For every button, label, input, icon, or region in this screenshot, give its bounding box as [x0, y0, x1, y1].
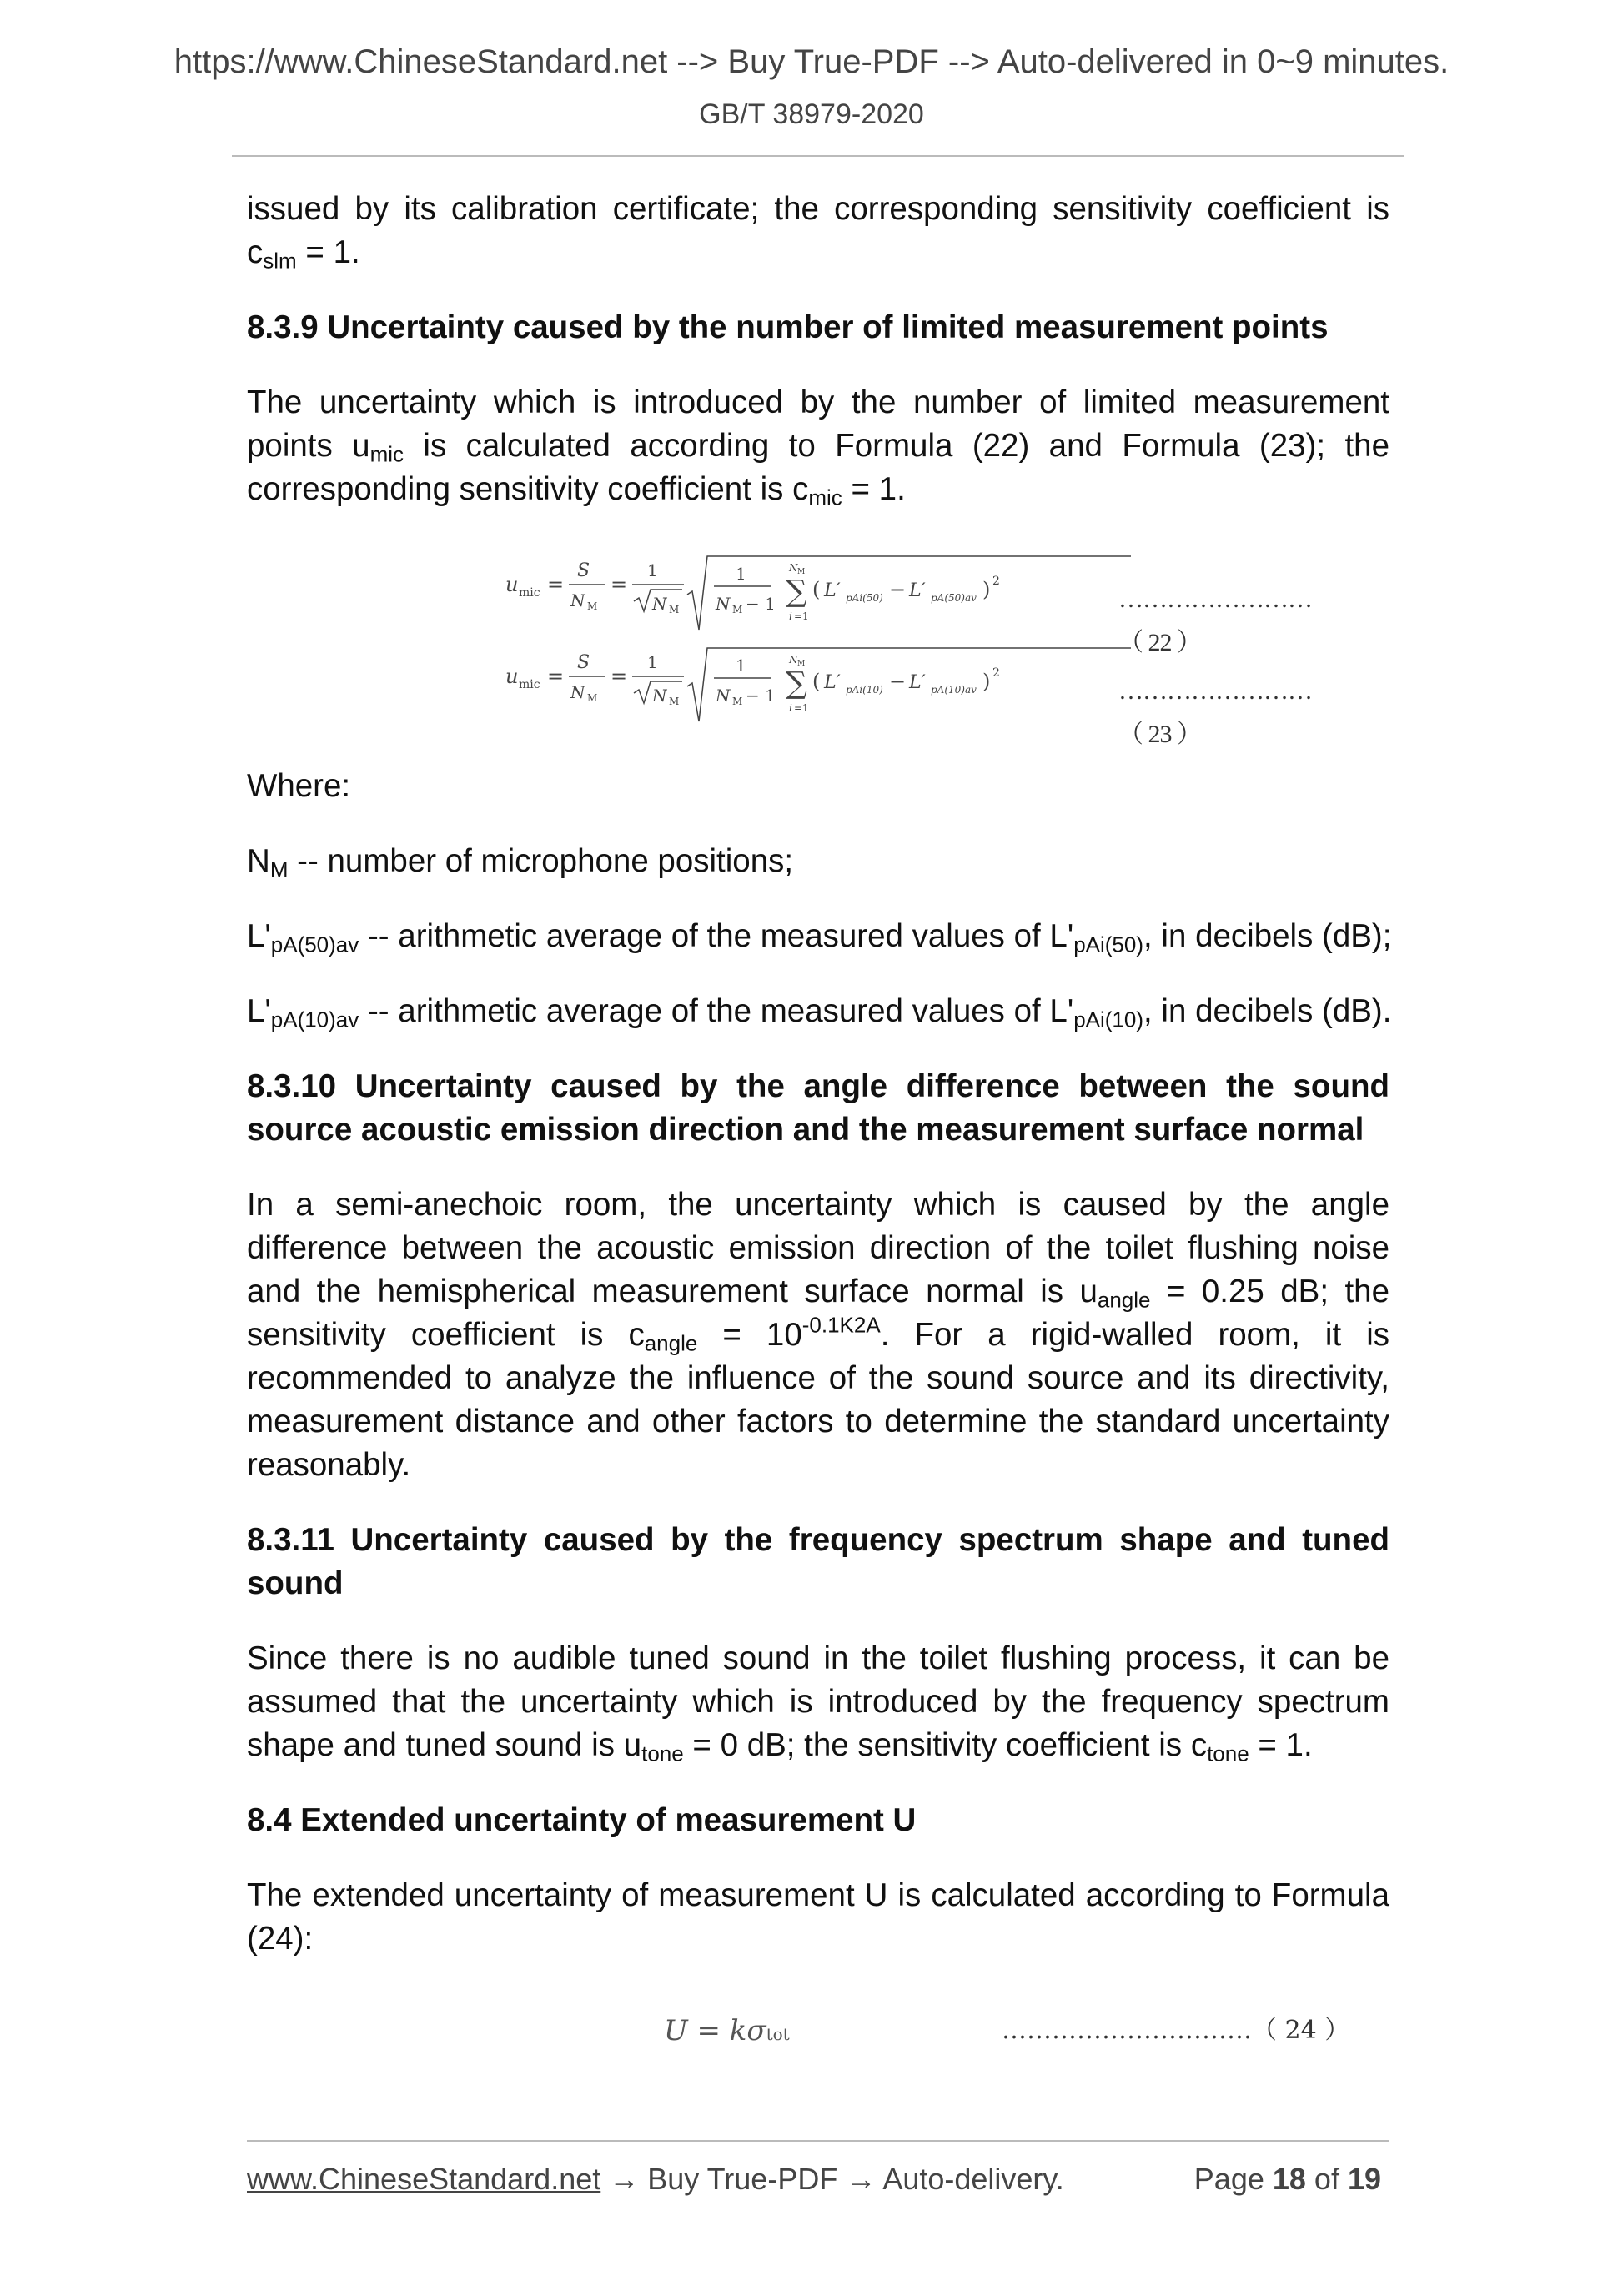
section-heading-8-3-9: 8.3.9 Uncertainty caused by the number of limited measurement points	[247, 309, 1329, 345]
svg-text:N: N	[789, 654, 798, 666]
svg-text:N: N	[652, 594, 667, 614]
svg-text:1: 1	[647, 652, 658, 672]
svg-text:N: N	[716, 594, 731, 614]
intro-paragraph: issued by its calibration certificate; the corresponding sensitivity coefficient is $c_{slm} = 1$.	[247, 191, 1389, 274]
svg-text:1: 1	[647, 560, 658, 580]
svg-text:N: N	[716, 686, 731, 706]
svg-text:−: −	[889, 670, 907, 693]
formula-23	[497, 643, 1131, 726]
svg-text:(: (	[812, 578, 821, 601]
svg-text:L′: L′	[909, 580, 926, 601]
where-label: Where:	[247, 768, 351, 804]
formula-22-leader: ……………………（ 22 ）	[1118, 585, 1312, 656]
footer-divider	[247, 2140, 1389, 2142]
page-indicator: Page 18 of 19	[1193, 2162, 1381, 2196]
svg-text:): )	[982, 670, 991, 693]
footer-site-link[interactable]: www.ChineseStandard.net	[247, 2162, 601, 2196]
section-heading-8-3-10: 8.3.10 Uncertainty caused by the angle difference between the sound source acoustic emission direction and the measurement surface normal	[247, 1068, 1389, 1148]
svg-text:− 1: − 1	[746, 594, 776, 614]
header-divider	[232, 155, 1404, 157]
svg-text:L′: L′	[909, 672, 926, 693]
formula-22-23-image	[247, 543, 1389, 748]
formula-22	[497, 551, 1131, 635]
footer-promo: www.ChineseStandard.net → Buy True-PDF → Auto-delivery.	[247, 2162, 1064, 2196]
paragraph-8-4: The extended uncertainty of measurement U is calculated according to Formula (24):	[247, 1877, 1389, 1957]
svg-text:=: =	[547, 573, 565, 596]
svg-text:L′: L′	[824, 580, 841, 601]
paragraph-8-3-9: The uncertainty which is introduced by the number of limited measurement points $u_{mic}$ is calculated according to Formula (22) and Formula (23); the corresponding sensitivity coefficient is $c_{mic} = 1$.	[247, 384, 1389, 510]
svg-text:M: M	[797, 660, 806, 668]
svg-text:pAi(50): pAi(50)	[846, 592, 883, 604]
paragraph-8-3-10: In a semi-anechoic room, the uncertainty which is caused by the angle difference between the acoustic emission direction of the toilet flushing noise and the hemispherical measurement surface normal is $u_{angle} = 0.25$ dB; the sensitivity coefficient is $c_{angle} = 10^{-0.1K2A}$. For a rigid-walled room, it is recommended to analyze the influence of the sound source and its directivity, measurement distance and other factors to determine the standard uncertainty reasonably.	[247, 1187, 1390, 1483]
svg-text:=1: =1	[794, 702, 809, 714]
svg-text:N: N	[652, 686, 667, 706]
svg-text:M: M	[797, 568, 806, 576]
svg-text:mic: mic	[519, 586, 540, 600]
formula-24-expression: U = kσtot	[664, 2014, 790, 2047]
formula-24-leader: …………………………（ 24 ）	[1002, 2016, 1350, 2045]
svg-text:): )	[982, 578, 991, 601]
svg-text:i: i	[789, 610, 792, 622]
svg-text:(: (	[812, 670, 821, 693]
svg-text:u: u	[505, 573, 519, 596]
standard-code: GB/T 38979-2020	[699, 98, 924, 130]
svg-text:mic: mic	[519, 678, 540, 691]
svg-text:M: M	[587, 600, 598, 612]
svg-text:1: 1	[736, 564, 746, 584]
svg-text:S: S	[577, 560, 590, 581]
svg-text:− 1: − 1	[746, 686, 776, 706]
svg-text:=1: =1	[794, 610, 809, 622]
svg-text:N: N	[570, 590, 585, 610]
total-pages: 19	[1347, 2162, 1381, 2196]
svg-text:=: =	[547, 665, 565, 688]
svg-text:pA(10)av: pA(10)av	[931, 684, 977, 696]
svg-text:∑: ∑	[786, 575, 807, 609]
svg-text:=: =	[611, 665, 628, 688]
svg-text:M: M	[732, 604, 743, 615]
svg-text:u: u	[505, 665, 519, 688]
header-banner[interactable]: https://www.ChineseStandard.net --> Buy True-PDF --> Auto-delivered in 0~9 minutes.	[173, 43, 1450, 80]
svg-text:N: N	[789, 562, 798, 574]
definition-lpa50: $L'_{pA(50)av}$ -- arithmetic average of the measured values of $L'_{pAi(50)}$, in decibels (dB);	[247, 918, 1392, 957]
svg-text:M: M	[669, 604, 680, 615]
paragraph-8-3-11: Since there is no audible tuned sound in the toilet flushing process, it can be assumed that the uncertainty which is introduced by the frequency spectrum shape and tuned sound is $u_{tone} = 0$ dB; the sensitivity coefficient is $c_{tone} = 1$.	[247, 1640, 1389, 1766]
current-page: 18	[1272, 2162, 1306, 2196]
svg-text:L′: L′	[824, 672, 841, 693]
svg-text:M: M	[732, 696, 743, 707]
document-body	[247, 188, 1392, 2084]
svg-text:2: 2	[992, 666, 1000, 680]
formula-24	[247, 1984, 1389, 2084]
definition-lpa10: $L'_{pA(10)av}$ -- arithmetic average of the measured values of $L'_{pAi(10)}$, in decibels (dB).	[247, 993, 1392, 1032]
svg-text:N: N	[570, 682, 585, 702]
svg-text:1: 1	[736, 656, 746, 676]
section-heading-8-4: 8.4 Extended uncertainty of measurement U	[247, 1802, 917, 1838]
definition-nm: $N_M$ -- number of microphone positions;	[247, 843, 794, 882]
svg-text:S: S	[577, 652, 590, 673]
svg-text:∑: ∑	[786, 666, 807, 701]
svg-text:−: −	[889, 578, 907, 601]
svg-text:M: M	[669, 696, 680, 707]
svg-text:2: 2	[992, 575, 1000, 588]
svg-text:=: =	[611, 573, 628, 596]
svg-text:i: i	[789, 702, 792, 714]
section-heading-8-3-11: 8.3.11 Uncertainty caused by the frequency spectrum shape and tuned sound	[247, 1522, 1389, 1601]
svg-text:pA(50)av: pA(50)av	[931, 592, 977, 604]
svg-text:M: M	[587, 692, 598, 704]
formula-23-leader: ……………………（ 23 ）	[1118, 677, 1312, 748]
svg-text:pAi(10): pAi(10)	[846, 684, 883, 696]
